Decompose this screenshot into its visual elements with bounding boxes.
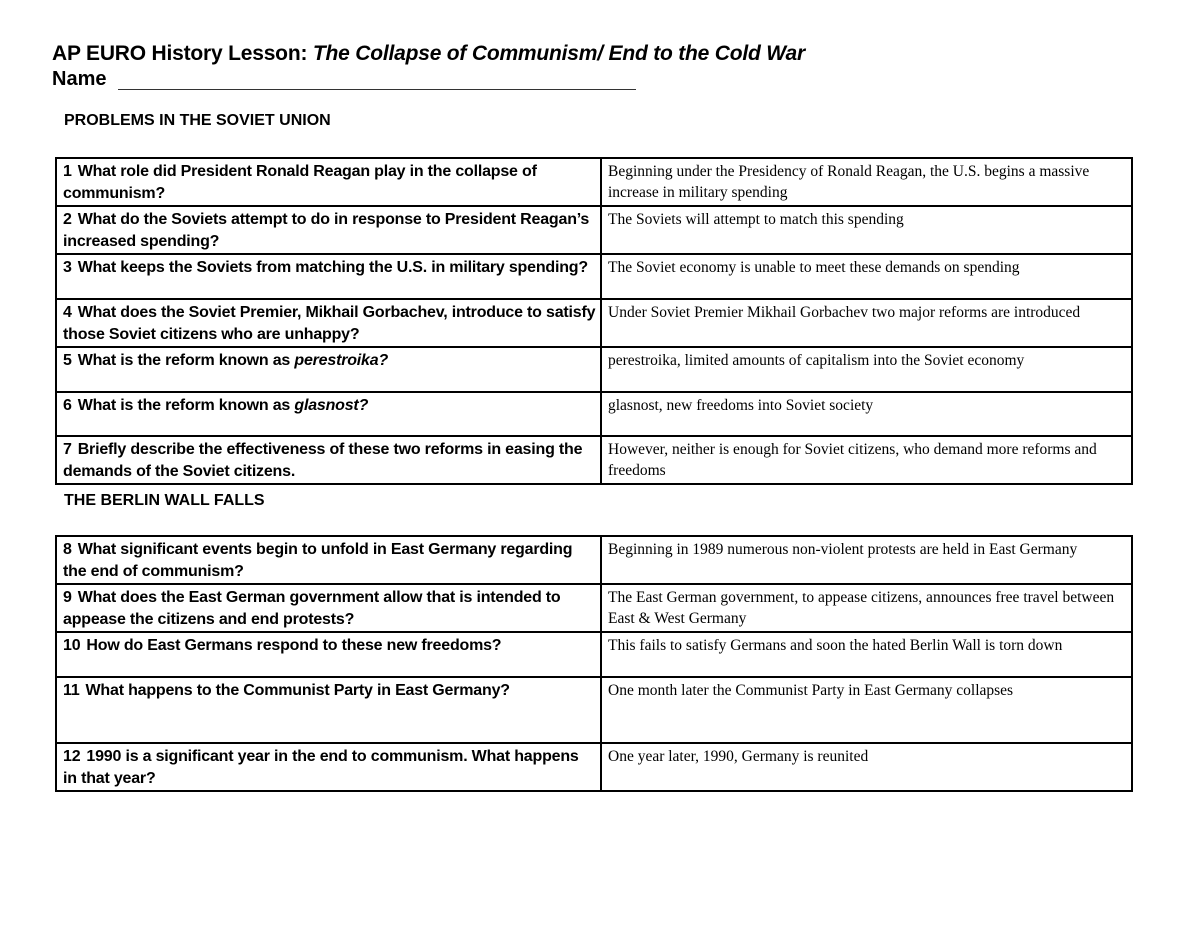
question-cell	[56, 254, 601, 299]
title-prefix: AP EURO History Lesson:	[52, 42, 313, 65]
question-cell	[56, 632, 601, 677]
question-number: 4	[63, 304, 72, 321]
question-number: 5	[63, 352, 72, 369]
section-heading-berlin: THE BERLIN WALL FALLS	[64, 492, 265, 509]
answer-cell[interactable]: One year later, 1990, Germany is reunited	[601, 743, 1132, 791]
question-cell	[56, 206, 601, 254]
answer-cell[interactable]: perestroika, limited amounts of capitalism into the Soviet economy	[601, 347, 1132, 392]
question-number: 7	[63, 441, 72, 458]
question-cell	[56, 299, 601, 347]
page-title	[52, 42, 805, 66]
question-text: How do East Germans respond to these new freedoms?	[86, 637, 502, 654]
answer-cell[interactable]: Under Soviet Premier Mikhail Gorbachev two major reforms are introduced	[601, 299, 1132, 347]
question-number: 3	[63, 259, 72, 276]
question-number: 9	[63, 589, 72, 606]
question-number: 10	[63, 637, 81, 654]
section-heading-soviet: PROBLEMS IN THE SOVIET UNION	[64, 112, 331, 129]
answer-cell[interactable]: glasnost, new freedoms into Soviet society	[601, 392, 1132, 436]
answer-cell[interactable]: The Soviets will attempt to match this spending	[601, 206, 1132, 254]
question-cell	[56, 392, 601, 436]
question-text-italic: glasnost?	[294, 397, 369, 414]
table-row	[56, 254, 1132, 299]
berlin-wall-table	[55, 535, 1133, 792]
name-field[interactable]	[118, 89, 636, 90]
question-cell	[56, 743, 601, 791]
question-cell	[56, 584, 601, 632]
question-number: 8	[63, 541, 72, 558]
table-row	[56, 632, 1132, 677]
table-row	[56, 677, 1132, 743]
answer-cell[interactable]: Beginning under the Presidency of Ronald Reagan, the U.S. begins a massive increase in military spending	[601, 158, 1132, 206]
question-text: What keeps the Soviets from matching the U.S. in military spending?	[77, 259, 588, 276]
table-row	[56, 158, 1132, 206]
question-text-italic: perestroika?	[294, 352, 389, 369]
answer-cell[interactable]: This fails to satisfy Germans and soon the hated Berlin Wall is torn down	[601, 632, 1132, 677]
answer-cell[interactable]: One month later the Communist Party in East Germany collapses	[601, 677, 1132, 743]
question-cell	[56, 436, 601, 484]
question-text: What happens to the Communist Party in East Germany?	[85, 682, 510, 699]
answer-cell[interactable]: However, neither is enough for Soviet citizens, who demand more reforms and freedoms	[601, 436, 1132, 484]
name-label: Name	[52, 68, 107, 90]
question-text: What do the Soviets attempt to do in response to President Reagan’s increased spending?	[63, 211, 590, 250]
question-text: What is the reform known as	[77, 352, 295, 369]
answer-cell[interactable]: The East German government, to appease citizens, announces free travel between East & West Germany	[601, 584, 1132, 632]
table-row	[56, 436, 1132, 484]
answer-cell[interactable]: Beginning in 1989 numerous non-violent protests are held in East Germany	[601, 536, 1132, 584]
question-text: What does the Soviet Premier, Mikhail Gorbachev, introduce to satisfy those Soviet citizens who are unhappy?	[63, 304, 596, 343]
question-text: What is the reform known as	[77, 397, 295, 414]
soviet-union-table	[55, 157, 1133, 485]
question-cell	[56, 347, 601, 392]
table-row	[56, 743, 1132, 791]
answer-cell[interactable]: The Soviet economy is unable to meet these demands on spending	[601, 254, 1132, 299]
question-text: What role did President Ronald Reagan play in the collapse of communism?	[63, 163, 537, 202]
table-row	[56, 536, 1132, 584]
question-number: 2	[63, 211, 72, 228]
question-number: 11	[63, 682, 80, 699]
question-cell	[56, 158, 601, 206]
question-text: Briefly describe the effectiveness of these two reforms in easing the demands of the Soviet citizens.	[63, 441, 583, 480]
question-number: 12	[63, 748, 81, 765]
question-text: 1990 is a significant year in the end to communism. What happens in that year?	[63, 748, 579, 787]
title-italic: The Collapse of Communism/ End to the Cold War	[312, 42, 805, 65]
question-text: What does the East German government allow that is intended to appease the citizens and end protests?	[63, 589, 561, 628]
question-cell	[56, 536, 601, 584]
question-number: 6	[63, 397, 72, 414]
table-row	[56, 347, 1132, 392]
table-row	[56, 299, 1132, 347]
table-row	[56, 206, 1132, 254]
question-number: 1	[63, 163, 72, 180]
table-row	[56, 392, 1132, 436]
question-text: What significant events begin to unfold in East Germany regarding the end of communism?	[63, 541, 573, 580]
table-row	[56, 584, 1132, 632]
question-cell	[56, 677, 601, 743]
